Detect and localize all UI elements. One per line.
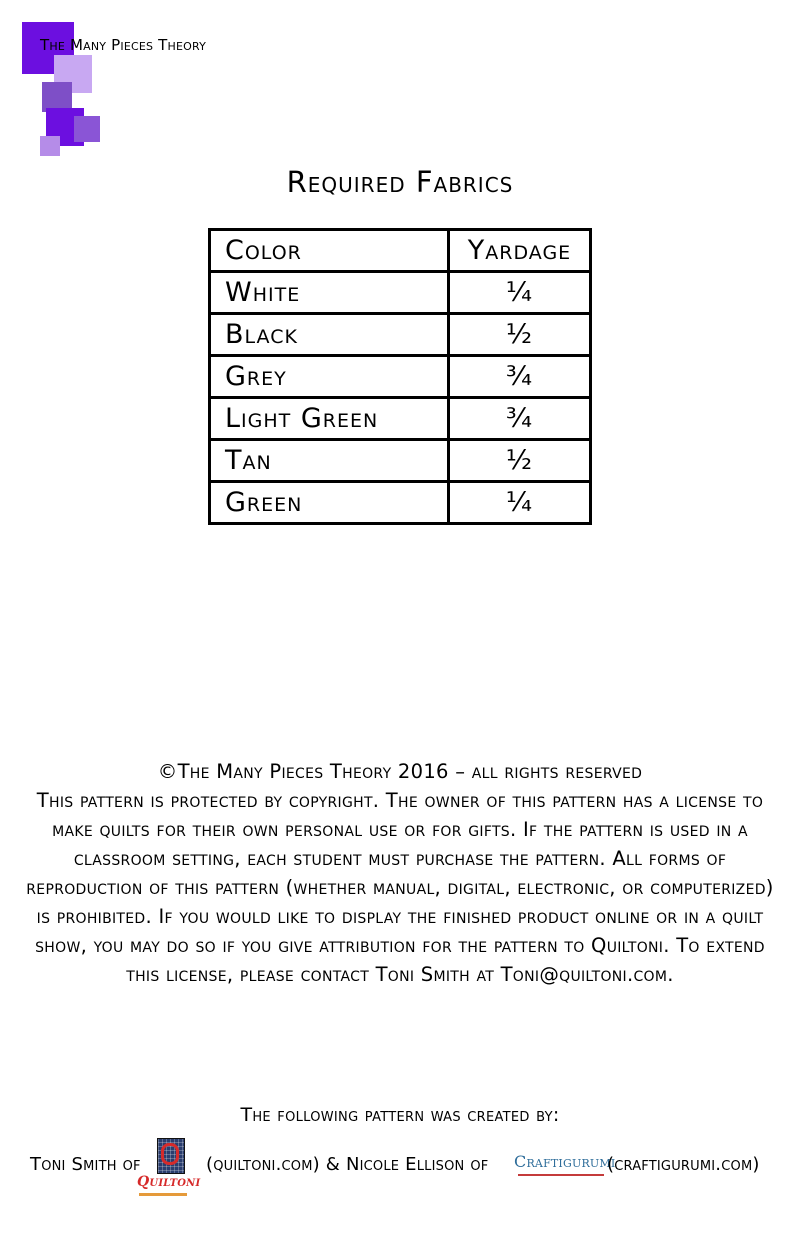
- fabric-yardage: ½: [449, 314, 591, 356]
- table-row: [210, 356, 591, 398]
- fabric-yardage: ½: [449, 440, 591, 482]
- fabric-yardage: ¾: [449, 356, 591, 398]
- logo-square: [40, 136, 60, 156]
- table-header-row: [210, 230, 591, 272]
- fabric-yardage: ¼: [449, 272, 591, 314]
- column-header-color: Color: [210, 230, 449, 272]
- quiltoni-logo-text: Quiltoni: [137, 1174, 201, 1190]
- credits-line: [0, 1138, 800, 1208]
- copyright-notice: [18, 757, 782, 989]
- copyright-line: ©The Many Pieces Theory 2016 – all rights reserved: [157, 760, 643, 783]
- table-row: [210, 398, 591, 440]
- credit-site-craftigurumi: (craftigurumi.com): [607, 1154, 760, 1175]
- page-title: Required Fabrics: [286, 165, 514, 199]
- brand-name: The Many Pieces Theory: [40, 36, 207, 54]
- fabric-color: Light Green: [210, 398, 449, 440]
- fabric-color: White: [210, 272, 449, 314]
- column-header-yardage: Yardage: [449, 230, 591, 272]
- quiltoni-logo: [137, 1138, 201, 1208]
- fabric-yardage: ¼: [449, 482, 591, 524]
- fabric-color: Black: [210, 314, 449, 356]
- table-row: [210, 314, 591, 356]
- craftigurumi-logo-text: Craftigurumi: [514, 1152, 616, 1171]
- credits-heading: The following pattern was created by:: [240, 1104, 560, 1126]
- fabric-table: [208, 228, 592, 525]
- credit-author-toni: Toni Smith of: [30, 1154, 141, 1175]
- fabric-yardage: ¾: [449, 398, 591, 440]
- q-letter-icon: [161, 1143, 179, 1165]
- logo-square: [74, 116, 100, 142]
- fabric-color: Tan: [210, 440, 449, 482]
- brand-logo: [0, 0, 260, 160]
- credit-author-nicole: (quiltoni.com) & Nicole Ellison of: [206, 1154, 489, 1175]
- fabric-color: Green: [210, 482, 449, 524]
- table-row: [210, 440, 591, 482]
- craftigurumi-underline: [518, 1174, 604, 1176]
- copyright-body: This pattern is protected by copyright. The owner of this pattern has a license to make quilts for their own personal use or for gifts. If the pattern is used in a classroom setting, each student must purchase the pattern. All forms of reproduction of this pattern (whether manual, digital, electronic, or computerized) is prohibited. If you would like to display the finished product online or in a quilt show, you may do so if you give attribution for the pattern to Quiltoni. To extend this license, please contact Toni Smith at Toni@quiltoni.com.: [26, 789, 774, 986]
- table-row: [210, 272, 591, 314]
- quiltoni-underline: [139, 1193, 187, 1196]
- fabric-color: Grey: [210, 356, 449, 398]
- craftigurumi-logo: [514, 1146, 616, 1182]
- table-row: [210, 482, 591, 524]
